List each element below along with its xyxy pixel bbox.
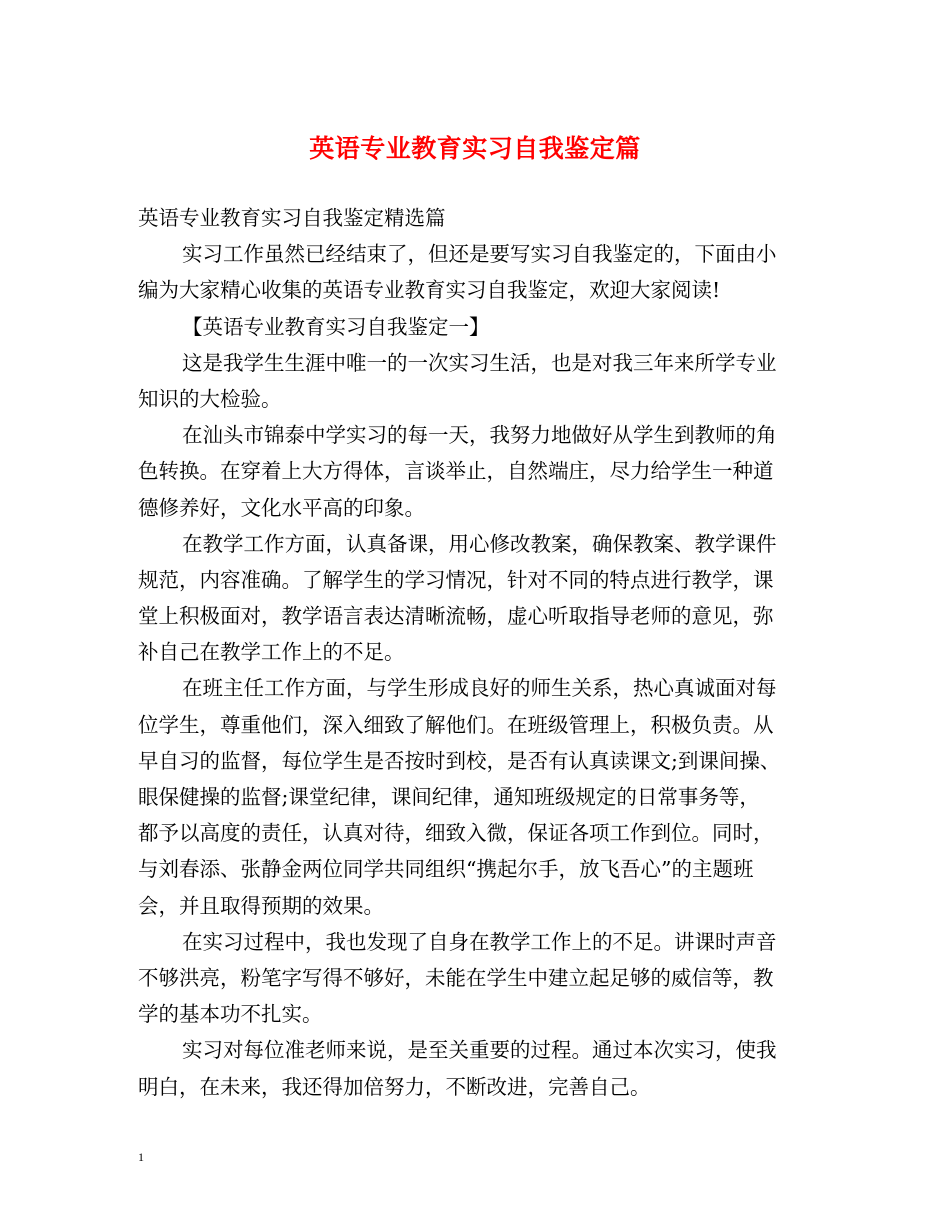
text-line: 实习对每位准老师来说，是至关重要的过程。通过本次实习，使我 xyxy=(182,1038,777,1063)
text-line: 与刘春添、张静金两位同学共同组织“携起尔手，放飞吾心”的主题班 xyxy=(138,857,754,882)
text-line: 在汕头市锦泰中学实习的每一天，我努力地做好从学生到教师的角 xyxy=(182,423,777,448)
text-line: 学的基本功不扎实。 xyxy=(138,1002,323,1027)
text-line: 明白，在未来，我还得加倍努力，不断改进，完善自己。 xyxy=(138,1074,651,1099)
text-line: 会，并且取得预期的效果。 xyxy=(138,893,384,918)
text-line: 堂上积极面对，教学语言表达清晰流畅，虚心听取指导老师的意见，弥 xyxy=(138,604,774,629)
text-line: 编为大家精心收集的英语专业教育实习自我鉴定，欢迎大家阅读! xyxy=(138,278,721,303)
document-body xyxy=(138,200,824,1105)
text-line: 在教学工作方面，认真备课，用心修改教案，确保教案、教学课件 xyxy=(182,531,777,556)
text-line: 早自习的监督，每位学生是否按时到校，是否有认真读课文;到课间操、 xyxy=(138,748,781,773)
text-line: 英语专业教育实习自我鉴定精选篇 xyxy=(138,206,446,230)
text-line: 位学生，尊重他们，深入细致了解他们。在班级管理上，积极负责。从 xyxy=(138,712,774,737)
text-line: 在班主任工作方面，与学生形成良好的师生关系，热心真诚面对每 xyxy=(182,676,777,701)
text-line: 在实习过程中，我也发现了自身在教学工作上的不足。讲课时声音 xyxy=(182,929,777,954)
text-line: 都予以高度的责任，认真对待，细致入微，保证各项工作到位。同时， xyxy=(138,821,774,846)
page-number: 1 xyxy=(138,1150,144,1164)
text-line: 补自己在教学工作上的不足。 xyxy=(138,640,405,665)
text-line: 眼保健操的监督;课堂纪律，课间纪律，通知班级规定的日常事务等， xyxy=(138,785,760,809)
text-line: 【英语专业教育实习自我鉴定一】 xyxy=(182,314,490,339)
text-line: 这是我学生生涯中唯一的一次实习生活，也是对我三年来所学专业 xyxy=(182,350,777,375)
text-line: 知识的大检验。 xyxy=(138,386,282,411)
text-line: 不够洪亮，粉笔字写得不够好，未能在学生中建立起足够的威信等，教 xyxy=(138,965,774,990)
document-title: 英语专业教育实习自我鉴定篇 xyxy=(309,134,641,163)
text-line: 规范，内容准确。了解学生的学习情况，针对不同的特点进行教学，课 xyxy=(138,567,774,592)
text-line: 色转换。在穿着上大方得体，言谈举止，自然端庄，尽力给学生一种道 xyxy=(138,459,774,484)
text-line: 实习工作虽然已经结束了，但还是要写实习自我鉴定的，下面由小 xyxy=(182,242,777,267)
text-line: 德修养好，文化水平高的印象。 xyxy=(138,495,425,520)
